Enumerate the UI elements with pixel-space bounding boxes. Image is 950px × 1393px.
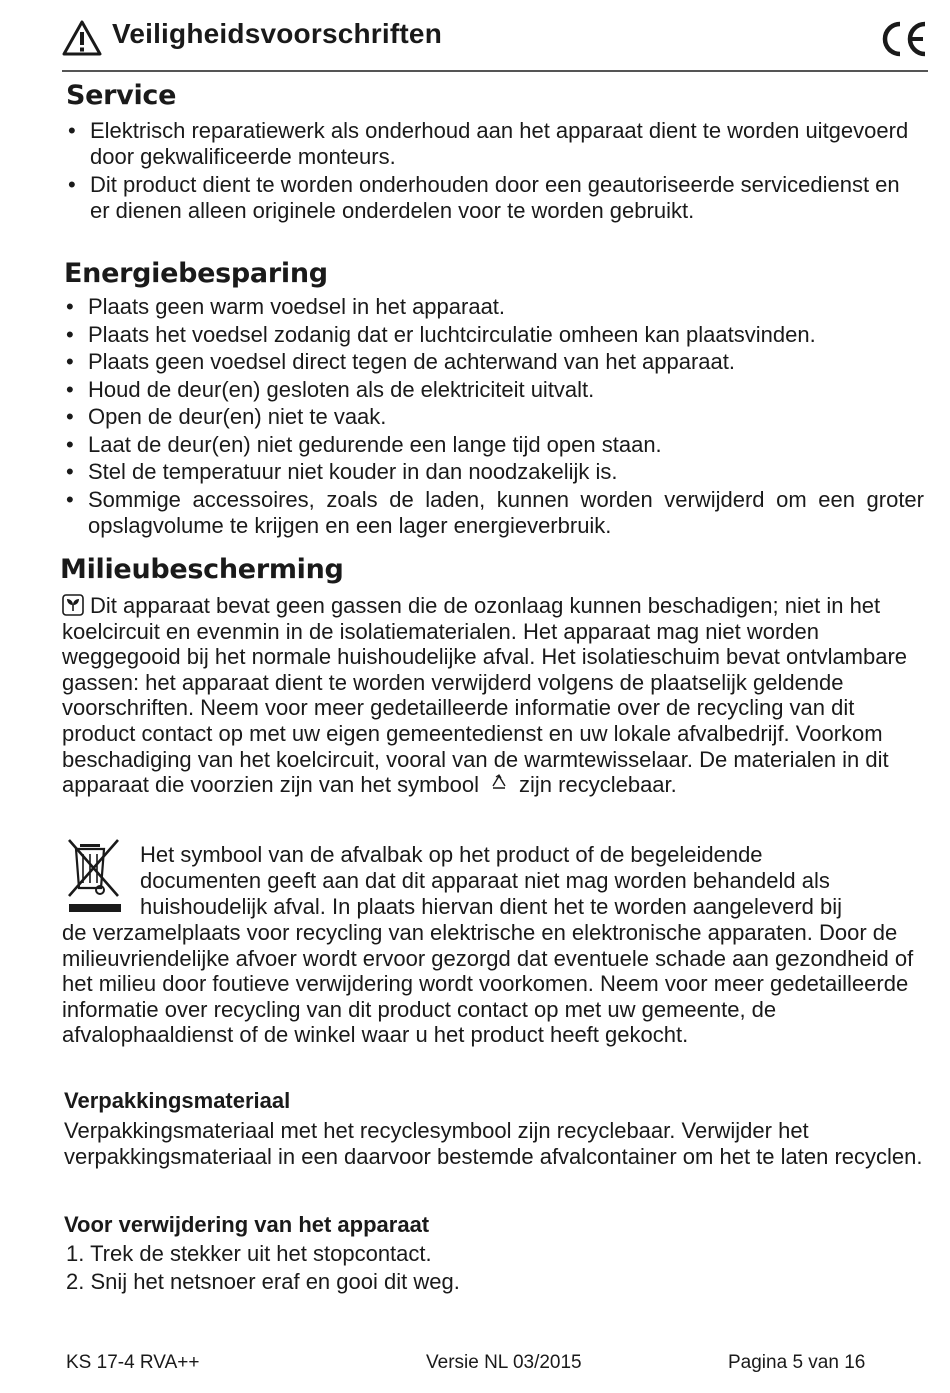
packaging-paragraph: Verpakkingsmateriaal met het recyclesymbool zijn recyclebaar. Verwijder het verpakkingsmateriaal in een daarvoor bestemde afvalcontainer om het te laten recyclen.	[64, 1118, 923, 1169]
weee-intro	[140, 842, 842, 920]
crossed-bin-icon	[66, 838, 124, 916]
packaging-heading: Verpakkingsmateriaal	[64, 1088, 291, 1113]
list-item: • Houd de deur(en) gesloten als de elektriciteit uitvalt.	[66, 376, 595, 402]
list-item: 1. Trek de stekker uit het stopcontact.	[66, 1241, 432, 1266]
list-item: • Plaats geen warm voedsel in het apparaat.	[66, 294, 506, 319]
footer-page-number: Pagina 5 van 16	[728, 1352, 866, 1373]
list-item: 2. Snij het netsnoer eraf en gooi dit weg.	[66, 1269, 460, 1294]
weee-line: huishoudelijk afval. In plaats hiervan dient het te worden aangeleverd bij	[140, 894, 843, 919]
leaf-eco-icon	[62, 594, 84, 616]
disposal-heading: Voor verwijdering van het apparaat	[64, 1212, 430, 1237]
page-header	[62, 14, 928, 72]
service-heading: Service	[66, 80, 177, 111]
energy-list	[62, 294, 924, 540]
environment-heading: Milieubescherming	[60, 554, 344, 585]
footer-model: KS 17-4 RVA++	[66, 1352, 200, 1373]
list-item: • Laat de deur(en) niet gedurende een lange tijd open staan.	[66, 431, 662, 457]
weee-line: documenten geeft aan dat dit apparaat niet mag worden behandeld als	[140, 868, 830, 893]
weee-line: Het symbool van de afvalbak op het product of de begeleidende	[140, 842, 763, 867]
ce-mark-icon	[878, 20, 928, 58]
energy-heading: Energiebesparing	[64, 258, 328, 289]
service-list	[64, 118, 924, 225]
list-item: • Elektrisch reparatiewerk als onderhoud aan het apparaat dient te worden uitgevoerd door gekwalificeerde monteurs.	[68, 118, 909, 169]
disposal-steps	[66, 1240, 926, 1296]
recycle-icon	[487, 773, 511, 795]
weee-paragraph: de verzamelplaats voor recycling van elektrische en elektronische apparaten. Door de milieuvriendelijke afvoer wordt ervoor gezorgd dat eventuele schade aan gezondheid of het milieu door foutieve verwijdering wordt voorkomen. Neem voor meer gedetailleerde informatie over recycling van dit product contact op met uw gemeente, de afvalophaaldienst of de winkel waar u het product heeft gekocht.	[62, 920, 914, 1048]
warning-triangle-icon	[62, 20, 102, 56]
environment-paragraph: Dit apparaat bevat geen gassen die de ozonlaag kunnen beschadigen; niet in het koelcircuit en evenmin in de isolatiematerialen. Het apparaat mag niet worden weggegooid bij het normale huishoudelijke afval. Het isolatieschuim bevat ontvlambare gassen: het apparaat dient te worden verwijderd volgens de plaatselijk geldende voorschriften. Neem voor meer gedetailleerde informatie over de recycling van dit product contact op met uw eigen gemeentedienst en uw lokale afvalbedrijf. Voorkom beschadiging van het koelcircuit, vooral van de warmtewisselaar. De materialen in dit apparaat die voorzien zijn van het symbool zijn recyclebaar.	[62, 593, 908, 798]
page-title: Veiligheidsvoorschriften	[112, 18, 442, 49]
footer-version: Versie NL 03/2015	[426, 1352, 582, 1373]
list-item: • Open de deur(en) niet te vaak.	[66, 404, 387, 429]
list-item: • Stel de temperatuur niet kouder in dan noodzakelijk is.	[66, 459, 618, 484]
list-item: • Sommige accessoires, zoals de laden, kunnen worden verwijderd om een groter opslagvolume te krijgen en een lager energieverbruik.	[66, 486, 924, 538]
list-item: • Plaats geen voedsel direct tegen de achterwand van het apparaat.	[66, 349, 736, 374]
list-item: • Dit product dient te worden onderhouden door een geautoriseerde servicedienst en er dienen alleen originele onderdelen voor te worden gebruikt.	[68, 171, 900, 223]
list-item: • Plaats het voedsel zodanig dat er luchtcirculatie omheen kan plaatsvinden.	[66, 321, 816, 347]
